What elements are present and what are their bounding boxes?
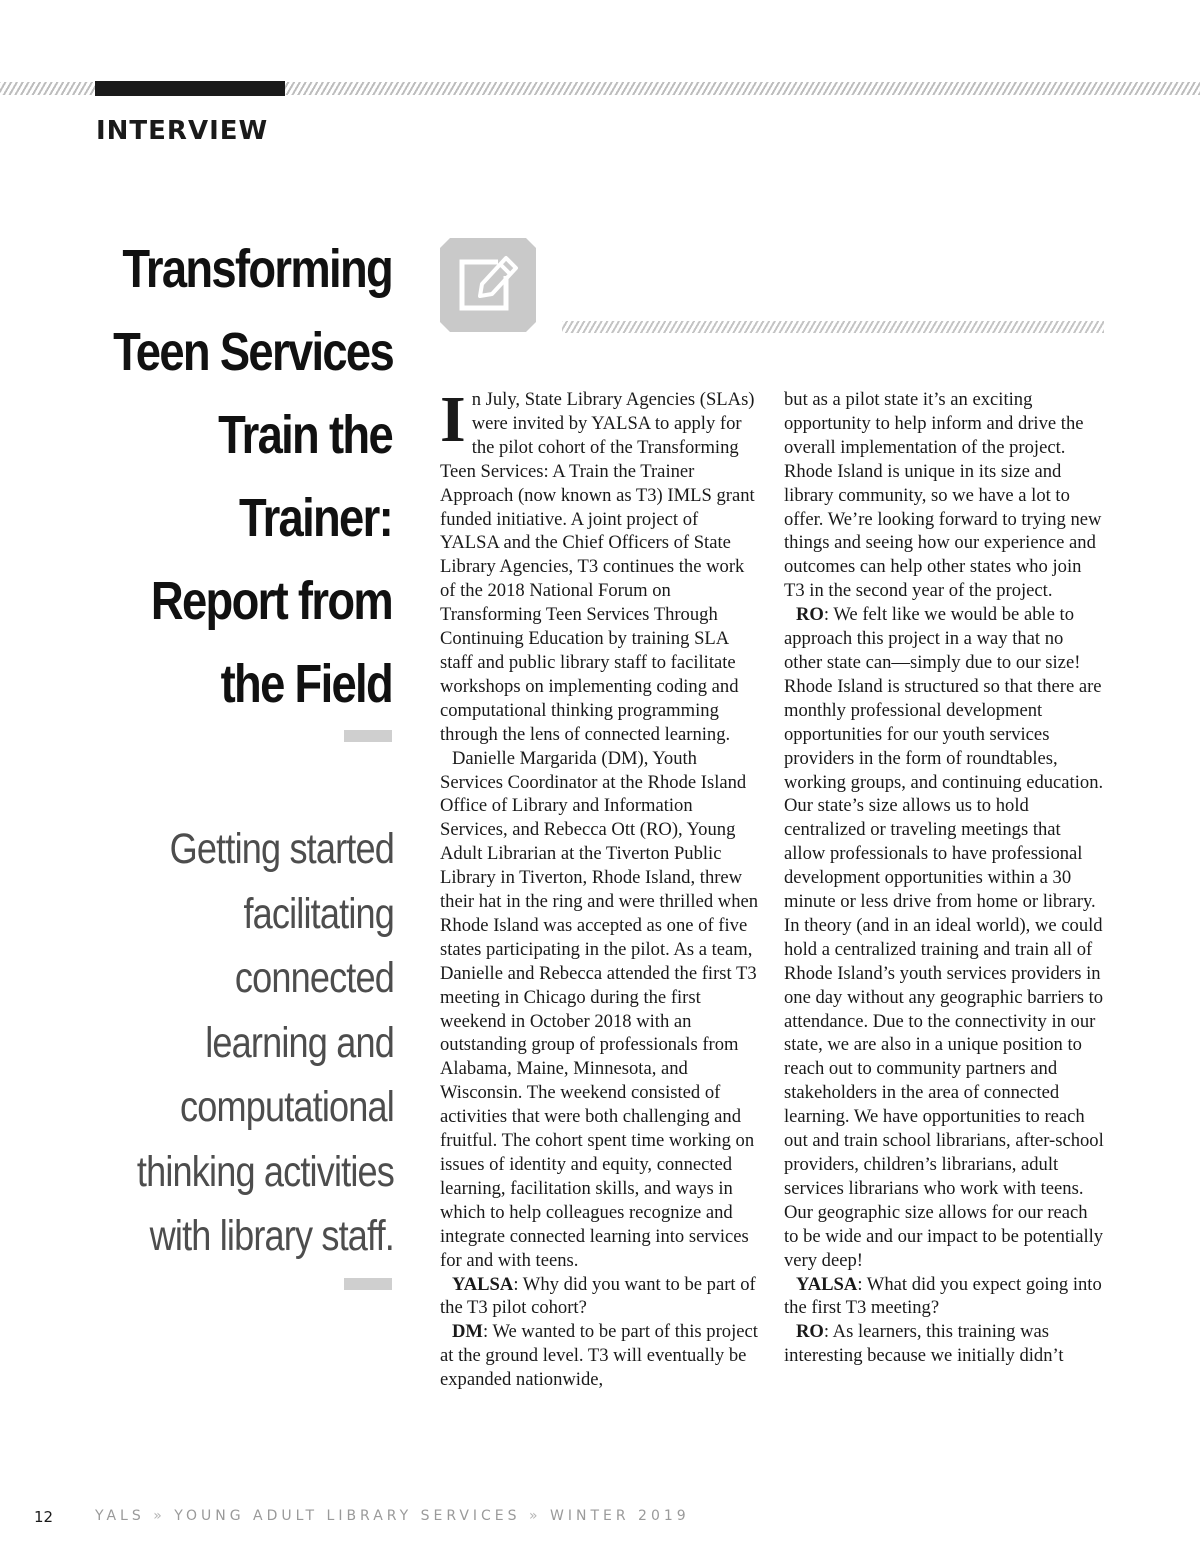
speaker-label: YALSA: [452, 1273, 514, 1295]
subtitle-line: learning and: [205, 1018, 394, 1067]
answer-paragraph: [784, 1320, 1104, 1368]
speaker-label: DM: [452, 1321, 483, 1343]
page-number: 12: [34, 1508, 54, 1526]
question-text: : What did you expect going into the first T3 meeting?: [784, 1273, 1102, 1319]
title-line: Transforming: [122, 239, 392, 299]
section-accent-bar: [95, 81, 285, 96]
subtitle-line: connected: [234, 954, 394, 1002]
answer-paragraph: [440, 1320, 760, 1392]
article-column-2: [784, 388, 1104, 1368]
subtitle-line: with library staff.: [149, 1212, 394, 1260]
speaker-label: YALSA: [796, 1273, 858, 1295]
answer-text: : We wanted to be part of this project at the ground level. T3 will eventually be expanded nationwide,: [440, 1321, 758, 1391]
question-paragraph: [784, 1273, 1104, 1321]
answer-paragraph: [784, 603, 1104, 1272]
title-line: Teen Services: [113, 322, 394, 382]
article-column-1: [440, 383, 760, 1392]
paragraph: Danielle Margarida (DM), Youth Services Coordinator at the Rhode Island Office of Library and Information Services, and Rebecca Ott (RO), Young Adult Librarian at the Tiverton Public Library in Tiverton, Rhode Island, threw their hat in the ring and were thrilled when Rhode Island was accepted as one of five states participating in the pilot. As a team, Danielle and Rebecca attended the first T3 meeting in Chicago during the first weekend in October 2018 with an outstanding group of professionals from Alabama, Maine, Minnesota, and Wisconsin. The weekend consisted of activities that were both challenging and fruitful. The cohort spent time working on issues of identity and equity, connected learning, facilitation skills, and ways in which to help colleagues recognize and integrate connected learning into services for and with teens.: [440, 747, 759, 1271]
speaker-label: RO: [796, 604, 824, 626]
subtitle-line: Getting started: [169, 825, 394, 873]
title-line: Train the: [218, 405, 392, 465]
issue-date: WINTER 2019: [550, 1508, 690, 1524]
title-line: Trainer:: [239, 488, 392, 548]
edit-icon: [440, 238, 536, 332]
answer-text: : As learners, this training was interesting because we initially didn’t: [784, 1321, 1064, 1367]
title-line: Report from: [150, 571, 392, 631]
speaker-label: RO: [796, 1321, 824, 1343]
question-paragraph: [440, 1273, 760, 1321]
article-subtitle: [113, 817, 394, 1269]
answer-text: : We felt like we would be able to approach this project in a way that no other state can—simply due to our size! Rhode Island is structured so that there are monthly professional development opportunities for our youth services providers in the form of roundtables, working groups, and continuing education. Our state’s size allows us to hold centralized or traveling meetings that allow professionals to have professional development opportunities within a 30 minute or less drive from home or library. In theory (and in an ideal world), we could hold a centralized training and train all of Rhode Island’s youth services providers in one day without any geographic barriers to attendance. Due to the connectivity in our state, we are also in a unique position to reach out to community partners and stakeholders in the area of connected learning. We have opportunities to reach out and train school librarians, after-school providers, children’s librarians, adult services librarians who work with teens. Our geographic size allows for our reach to be wide and our impact to be potentially very deep!: [784, 604, 1104, 1271]
publication-short: YALS: [95, 1508, 145, 1524]
section-label: INTERVIEW: [96, 116, 269, 146]
publication-name: YOUNG ADULT LIBRARY SERVICES: [174, 1508, 521, 1524]
footer-separator: »: [529, 1508, 542, 1524]
title-divider: [344, 730, 392, 742]
publication-line: [95, 1508, 690, 1524]
footer-separator: »: [153, 1508, 166, 1524]
subtitle-line: computational: [180, 1083, 394, 1131]
subtitle-line: thinking activities: [136, 1147, 394, 1196]
subtitle-divider: [344, 1278, 392, 1290]
question-text: : Why did you want to be part of the T3 pilot cohort?: [440, 1273, 756, 1319]
paragraph-text: n July, State Library Agencies (SLAs) were invited by YALSA to apply for the pilot cohort of the Transforming Teen Services: A Train the Trainer Approach (now known as T3) IMLS grant funded initiative. A joint project of YALSA and the Chief Officers of State Library Agencies, T3 continues the work of the 2018 National Forum on Transforming Teen Services Through Continuing Education by training SLA staff and public library staff to facilitate workshops on implementing coding and computational thinking programming through the lens of connected learning.: [440, 389, 755, 745]
paragraph: but as a pilot state it’s an exciting opportunity to help inform and drive the overall implementation of the project. Rhode Island is unique in its size and library community, so we have a lot to offer. We’re looking forward to trying new things and seeing how our experience and outcomes can help other states who join T3 in the second year of the project.: [784, 389, 1102, 602]
article-title: [113, 228, 392, 726]
mid-hatch-rule: [562, 321, 1104, 333]
title-line: the Field: [220, 654, 392, 714]
intro-paragraph: [440, 383, 760, 747]
subtitle-line: facilitating: [243, 889, 394, 938]
drop-cap: I: [440, 383, 466, 456]
